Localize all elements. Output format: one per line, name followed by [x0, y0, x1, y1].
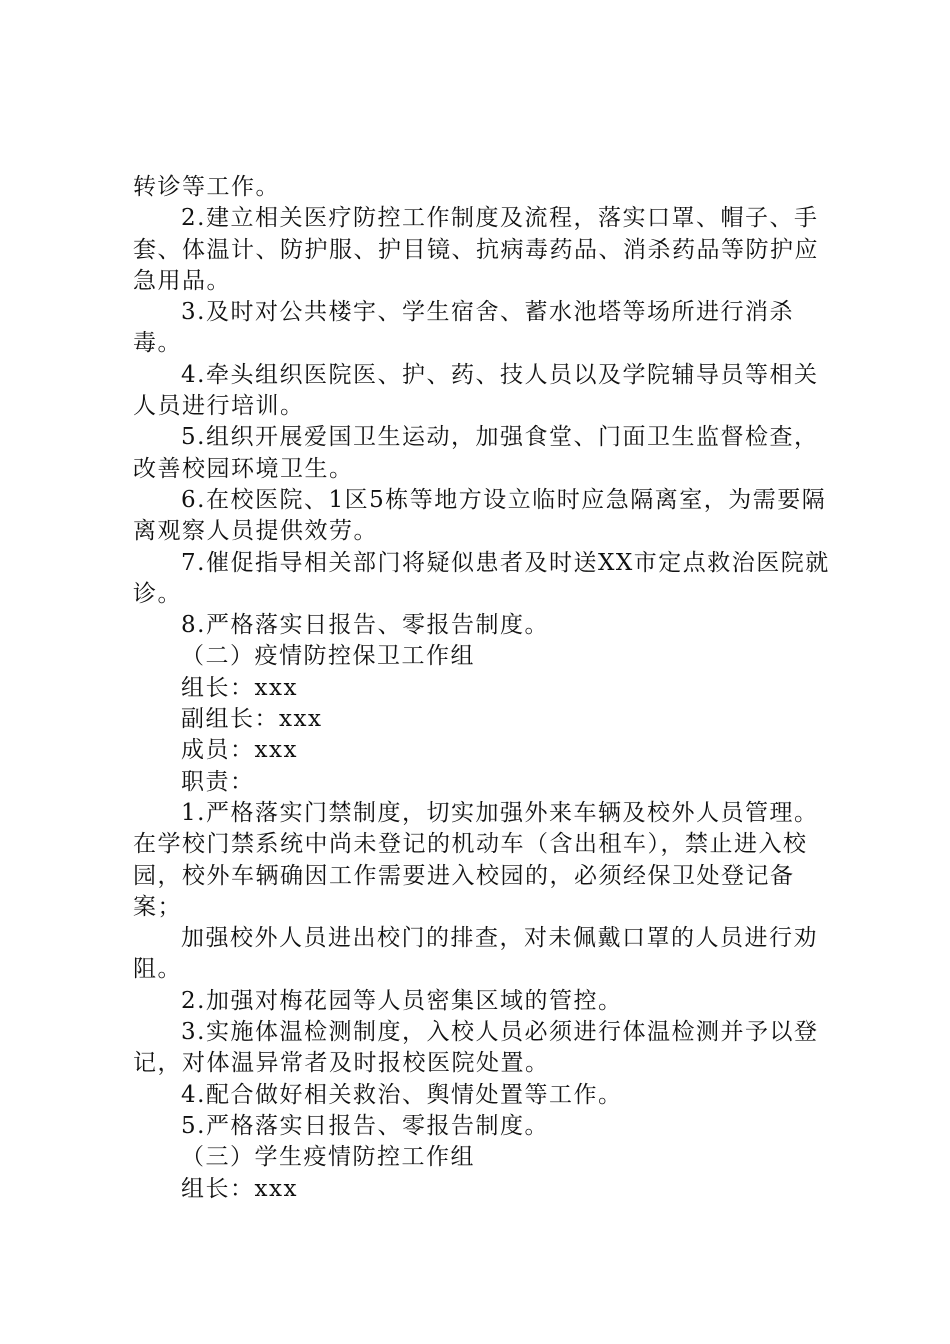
paragraph: 加强校外人员进出校门的排查，对未佩戴口罩的人员进行劝阻。	[133, 925, 818, 983]
paragraph: 5.组织开展爱国卫生运动，加强食堂、门面卫生监督检查，改善校园环境卫生。	[133, 424, 819, 482]
team-deputy-leader: 副组长：xxx	[181, 706, 323, 733]
paragraph: 5.严格落实日报告、零报告制度。	[181, 1112, 549, 1139]
paragraph: 3.实施体温检测制度，入校人员必须进行体温检测并予以登记，对体温异常者及时报校医院处置。	[133, 1019, 819, 1077]
paragraph: 4.配合做好相关救治、舆情处置等工作。	[181, 1081, 623, 1108]
duties-label: 职责：	[181, 768, 255, 795]
paragraph: 3.及时对公共楼宇、学生宿舍、蓄水池塔等场所进行消杀毒。	[133, 299, 794, 357]
paragraph: 2.加强对梅花园等人员密集区域的管控。	[181, 987, 623, 1014]
paragraph: 4.牵头组织医院医、护、药、技人员以及学院辅导员等相关人员进行培训。	[133, 361, 819, 420]
team-members: 成员：xxx	[181, 737, 298, 764]
paragraph: 转诊等工作。	[133, 174, 280, 200]
team-leader: 组长：xxx	[181, 1175, 298, 1202]
document-body	[133, 172, 833, 1205]
team-leader: 组长：xxx	[181, 674, 298, 701]
section-heading: （二）疫情防控保卫工作组	[181, 643, 475, 670]
paragraph: 1.严格落实门禁制度，切实加强外来车辆及校外人员管理。在学校门禁系统中尚未登记的机动车（含出租车），禁止进入校园，校外车辆确因工作需要进入校园的，必须经保卫处登记备案；	[133, 799, 819, 920]
paragraph: 7.催促指导相关部门将疑似患者及时送XX市定点救治医院就诊。	[133, 549, 830, 607]
paragraph: 6.在校医院、1区5栋等地方设立临时应急隔离室，为需要隔离观察人员提供效劳。	[133, 486, 827, 545]
paragraph: 2.建立相关医疗防控工作制度及流程，落实口罩、帽子、手套、体温计、防护服、护目镜、抗病毒药品、消杀药品等防护应急用品。	[133, 205, 819, 294]
paragraph: 8.严格落实日报告、零报告制度。	[181, 612, 549, 639]
section-heading: （三）学生疫情防控工作组	[181, 1144, 475, 1171]
